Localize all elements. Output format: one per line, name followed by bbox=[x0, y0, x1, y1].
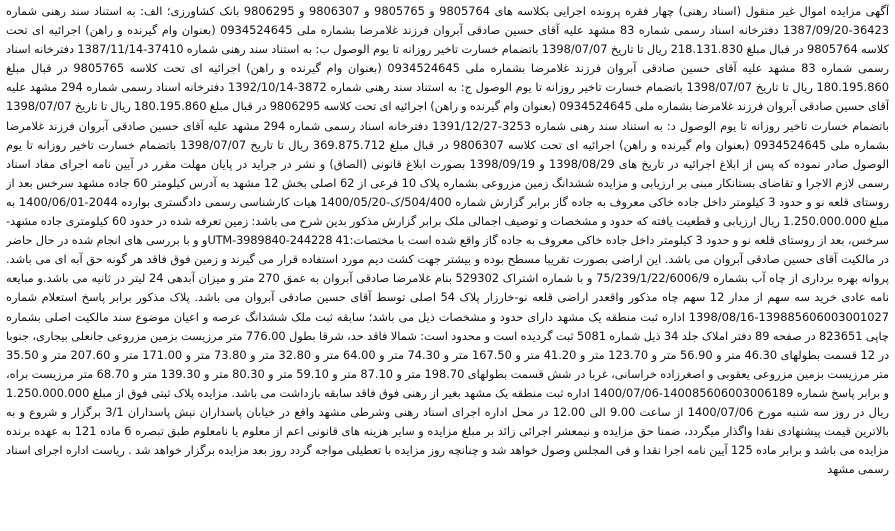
auction-notice bbox=[6, 2, 889, 529]
notice-body-text: آگهی مزایده اموال غیر منقول (اسناد رهنی) چهار فقره پرونده اجرایی بکلاسه های 9805764 و 9805765 و 9806307 و 9806295 بانک کشاورزی؛ الف: به استناد سند رهنی شماره 36423-1387/09/20 دفترخانه اسناد رسمی شماره 83 مشهد علیه آقای حسین صادقی آبروان فرزند غلامرضا بشماره ملی 0934524645 (بعنوان وام گیرنده و راهن) اجرائیه ای تحت کلاسه 9805764 در قبال مبلغ 218.131.830 ریال تا تاریخ 1398/07/07 باتضمام خسارت تاخیر روزانه تا یوم الوصول ب: به استناد سند رهنی شماره 37410-1387/11/14 دفترخانه اسناد رسمی شماره 83 مشهد علیه آقای حسین صادقی آبروان فرزند غلامرضا بشماره ملی 0934524645 (بعنوان وام گیرنده و راهن) اجرائیه ای تحت کلاسه 9805765 در قبال مبلغ 180.195.860 ریال تا تاریخ 1398/07/07 باتضمام خسارت تاخیر روزانه تا یوم الوصول ج: به استناد سند رهنی شماره 3872-1392/10/14 دفترخانه اسناد رسمی شماره 294 مشهد علیه آقای حسین صادقی آبروان فرزند غلامرضا بشماره ملی 0934524645 (بعنوان وام گیرنده و راهن) اجرائیه ای تحت کلاسه 9806295 در قبال مبلغ 180.195.860 ریال تا تاریخ 1398/07/07 باتضمام خسارت تاخیر روزانه تا یوم الوصول د: به استناد سند رهنی شماره 3253-1391/12/27 دفترخانه اسناد رسمی شماره 294 مشهد علیه آقای حسین صادقی آبروان فرزند غلامرضا بشماره ملی 0934524645 (بعنوان وام گیرنده و راهن) اجرائیه ای تحت کلاسه 9806307 در قبال مبلغ 369.875.712 ریال تا تاریخ 1398/07/07 باتضمام خسارت تاخیر روزانه تا یوم الوصول صادر نموده که پس از ابلاغ اجرائیه در تاریخ های 1398/08/29 و 1398/09/19 بصورت ابلاغ قانونی (الصاق) و نشر در جراید در پایان مهلت مقرر در آیین نامه اجرای مفاد اسناد رسمی لازم الاجرا و تقاضای بستانکار مبنی بر ارزیابی و مزایده ششدانگ زمین مزروعی بشماره پلاک 10 فرعی از 62 اصلی بخش 12 مشهد به آدرس کیلومتر 60 جاده مشهد سرخس بعد از روستای قلعه نو و حدود 3 کیلومتر داخل جاده خاکی معروف به جاده گاز برابر گزارش شماره 504/400/ک-1400/05/20 هیات کارشناسی رسمی دادگستری بوارده 2044-1400/06/01 به مبلغ 1.250.000.000 ریال ارزیابی و قطعیت یافته که حدود و مشخصات و توصیف اجمالی ملک برابر گزارش مذکور بدین شرح می باشد: زمین تعرفه شده در حدود 60 کیلومتری جاده مشهد-سرخس، بعد از روستای قلعه نو و حدود 3 کیلومتر داخل جاده خاکی معروف به جاده گاز واقع شده است با مختصات:UTM-3989840-244228 41و و با بررسی های انجام شده در حال حاضر در مالکیت آقای حسین صادقی آبروان می باشد. این اراضی بصورت تقریبا مسطح بوده و بیشتر جهت کشت دیم مورد استفاده قرار می گیرند و زمین فوق فاقد هر گونه حق آبه ای می باشد. پروانه بهره برداری از چاه آب بشماره 75/239/1/22/6006/9 و با شماره اشتراک 529302 بنام غلامرضا صادقی آبروان به عمق 270 متر و میزان آبدهی 24 لیتر در ثانیه می باشد.و مبایعه نامه عادی خرید سه سهم از مدار 12 سهم چاه مذکور واقعدر اراضی قلعه نو-خارزار پلاک 54 اصلی توسط آقای حسین صادقی آبروان می باشد. پلاک مذکور برابر پاسخ استعلام شماره 139885606003001027-1398/08/16 اداره ثبت منطقه یک مشهد دارای حدود و مشخصات ذیل می باشد؛ سابقه ثبت ملک ششدانگ عرصه و اعیان موضوع سند مالکیت اصلی بشماره چاپی 823651 در صفحه 89 دفتر املاک جلد 34 ذیل شماره 5081 ثبت گردیده است و محدود است: شمالا فاقد حد، شرقا بطول 776.00 متر مرزیست بزمین مزروعی جانعلی بیجاری، جنوبا در 12 قسمت بطولهای 46.30 متر و 56.90 متر و 123.70 متر و 41.20 متر و 167.50 متر و 74.30 متر و 64.00 متر و 32.80 متر و 73.80 متر و 171.00 متر و 207.60 متر و 35.50 متر مرزیست بزمین مزروعی یعقوبی و اصغرزاده خراسانی، غربا در شش قسمت بطولهای 198.70 متر و 87.10 متر و 59.10 متر و 80.30 متر و 139.30 متر و 68.70 متر مرزیست براه، و برابر پاسخ شماره 140085606003006189-1400/07/06 اداره ثبت منطقه یک مشهد بغیر از رهنی فوق فاقد سابقه بازداشت می باشد. مزایده پلاک ثبتی فوق از مبلغ 1.250.000.000 ریال در روز سه شنبه مورخ 1400/07/06 از ساعت 9.00 الی 12.00 در محل اداره اجرای اسناد رهنی وشرطی مشهد واقع در خیابان پاسداران نبش پاسداران 3/1 برگزار و شروع و به بالاترین قیمت پیشنهادی نقدا واگذار میگردد، ضمنا حق مزایده و نیمعشر اجرائی زائد بر مبلغ مزایده و سایر هزینه های قانونی اعم از معلوم یا نامعلوم طبق تبصره 6 ماده 121 به عهده برنده مزایده می باشد و برابر ماده 125 آیین نامه اجرا نقدا و فی المجلس وصول خواهد شد و چنانچه روز مزایده با تعطیلی مواجه گردد روز بعد مزایده برگزار خواهد شد . ریاست اداره اجرای اسناد رسمی مشهد bbox=[6, 4, 889, 477]
